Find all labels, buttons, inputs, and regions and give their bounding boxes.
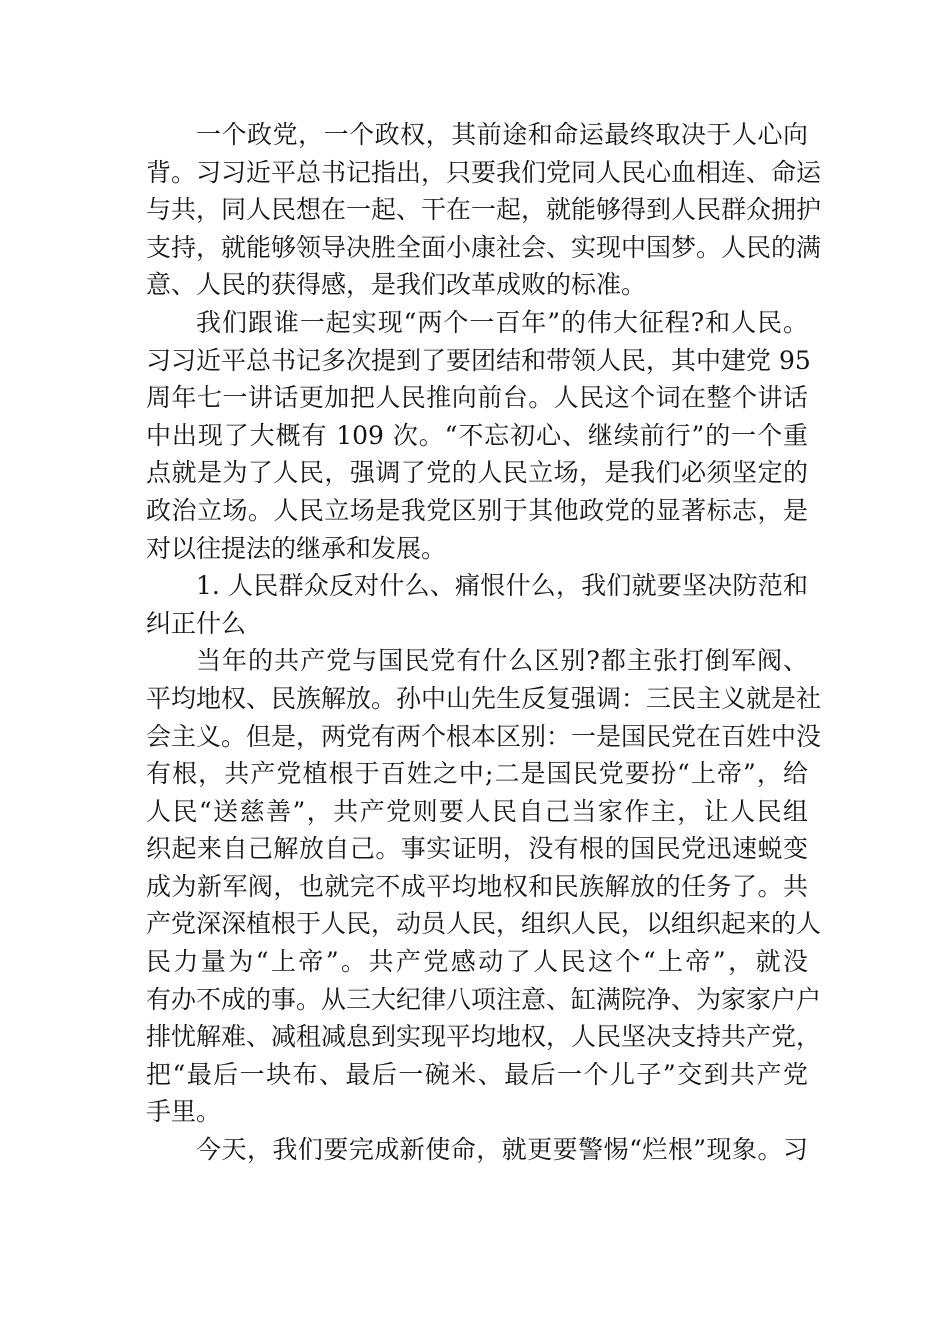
text-line: 与共，同人民想在一起、干在一起，就能够得到人民群众拥护	[146, 195, 822, 225]
text-line: 一个政党，一个政权，其前途和命运最终取决于人心向	[196, 120, 808, 149]
text-line: 把“最后一块布、最后一碗米、最后一个儿子”交到共产党	[146, 1059, 808, 1089]
text-line: 有根，共产党植根于百姓之中;二是国民党要扮“上帝”，给	[146, 759, 808, 789]
text-line: 产党深深植根于人民，动员人民，组织人民，以组织起来的人	[146, 909, 822, 939]
text-line: 当年的共产党与国民党有什么区别?都主张打倒军阀、	[196, 646, 808, 676]
body-text	[146, 116, 822, 1169]
text-line: 对以往提法的继承和发展。	[146, 533, 447, 563]
text-line: 周年七一讲话更加把人民推向前台。人民这个词在整个讲话	[146, 383, 808, 413]
text-line: 支持，就能够领导决胜全面小康社会、实现中国梦。人民的满	[146, 232, 822, 262]
text-line: 点就是为了人民，强调了党的人民立场，是我们必须坚定的	[146, 458, 808, 488]
text-line: 政治立场。人民立场是我党区别于其他政党的显著标志，是	[146, 495, 808, 525]
text-line: 成为新军阀，也就完不成平均地权和民族解放的任务了。共	[146, 871, 808, 901]
text-line: 人民“送慈善”，共产党则要人民自己当家作主，让人民组	[146, 796, 808, 826]
section-heading-line: 纠正什么	[146, 608, 247, 638]
text-line: 中出现了大概有 109 次。“不忘初心、继续前行”的一个重	[146, 420, 808, 450]
text-line: 习习近平总书记多次提到了要团结和带领人民，其中建党 95	[146, 345, 811, 375]
text-line: 会主义。但是，两党有两个根本区别：一是国民党在百姓中没	[146, 721, 822, 751]
text-line: 今天，我们要完成新使命，就更要警惕“烂根”现象。习	[196, 1135, 808, 1165]
text-line: 排忧解难、减租减息到实现平均地权，人民坚决支持共产党，	[146, 1022, 822, 1052]
section-heading-line: 1. 人民群众反对什么、痛恨什么，我们就要坚决防范和	[196, 571, 808, 601]
text-line: 背。习习近平总书记指出，只要我们党同人民心血相连、命运	[146, 157, 822, 187]
text-line: 我们跟谁一起实现“两个一百年”的伟大征程?和人民。	[196, 307, 808, 337]
text-line: 有办不成的事。从三大纪律八项注意、缸满院净、为家家户户	[146, 984, 822, 1014]
text-line: 平均地权、民族解放。孙中山先生反复强调：三民主义就是社	[146, 683, 822, 713]
text-line: 织起来自己解放自己。事实证明，没有根的国民党迅速蜕变	[146, 834, 808, 864]
text-line: 民力量为“上帝”。共产党感动了人民这个“上帝”，就没	[146, 947, 808, 977]
text-line: 手里。	[146, 1097, 222, 1127]
text-line: 意、人民的获得感，是我们改革成败的标准。	[146, 270, 647, 300]
